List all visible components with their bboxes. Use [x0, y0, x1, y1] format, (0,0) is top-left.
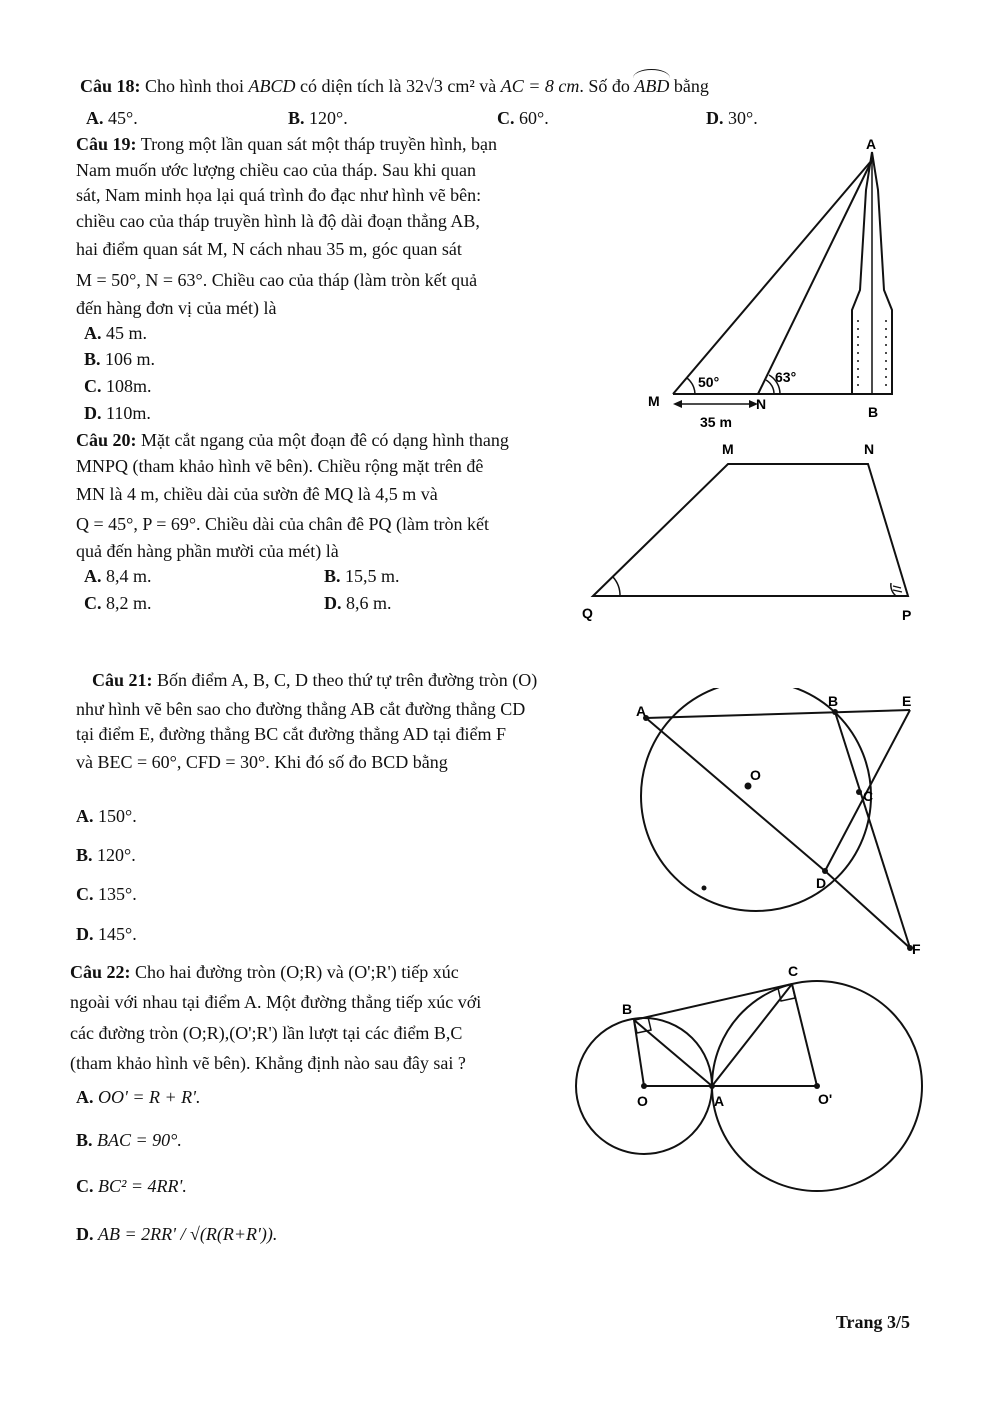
tangent-circles-figure — [574, 958, 934, 1218]
q18-option-b[interactable]: B. 120°. — [288, 108, 348, 128]
q20-line-5: quả đến hàng phần mười của mét) là — [76, 541, 339, 561]
trap-label-m: M — [722, 441, 734, 457]
tower-label-b: B — [868, 404, 879, 420]
trap-label-n: N — [864, 441, 875, 457]
trapezoid-mnpq — [593, 464, 908, 596]
circle-label-f: F — [912, 941, 921, 957]
q20-line-4: Q = 45°, P = 69°. Chiều dài của chân đê PQ (làm tròn kết — [76, 514, 489, 534]
q19-line-2: Nam muốn ước lượng chiều cao của tháp. Sau khi quan — [76, 160, 476, 180]
circle-label-o: O — [750, 767, 761, 783]
q19-option-d[interactable]: D. 110m. — [84, 403, 151, 423]
q22-option-d[interactable]: D. AB = 2RR' / √(R(R+R')). — [76, 1224, 278, 1244]
q21-option-a[interactable]: A. 150°. — [76, 806, 137, 826]
tower-label-a: A — [866, 136, 877, 152]
q19-line-5: hai điểm quan sát M, N cách nhau 35 m, góc quan sát — [76, 239, 462, 259]
q18-text3: và — [479, 76, 497, 96]
q18-option-d[interactable]: D. 30°. — [706, 108, 758, 128]
q21-line-2: như hình vẽ bên sao cho đường thẳng AB cắt đường thẳng CD — [76, 699, 526, 719]
circle-label-b: B — [828, 693, 839, 709]
circle-label-e: E — [902, 693, 912, 709]
q19-line-7: đến hàng đơn vị của mét) là — [76, 298, 277, 318]
q22-line-2: ngoài với nhau tại điểm A. Một đường thẳng tiếp xúc với — [70, 992, 482, 1012]
tangent-label-c: C — [788, 963, 799, 979]
q18-shape: ABCD — [248, 76, 296, 96]
q21-line-1: Câu 21: Bốn điểm A, B, C, D theo thứ tự trên đường tròn (O) — [92, 670, 538, 690]
q22-line-1: Câu 22: Cho hai đường tròn (O;R) và (O';R') tiếp xúc — [70, 962, 459, 982]
q18-text5: bằng — [673, 76, 709, 96]
q18-stem — [80, 76, 709, 98]
q19-option-a[interactable]: A. 45 m. — [84, 323, 148, 343]
tangent-label-o: O — [637, 1093, 648, 1109]
q20-option-d[interactable]: D. 8,6 m. — [324, 593, 392, 613]
trap-label-p: P — [902, 607, 912, 623]
q21-line-4: và BEC = 60°, CFD = 30°. Khi đó số đo BCD bằng — [76, 752, 448, 772]
tower-label-m: M — [648, 393, 660, 409]
q21-option-b[interactable]: B. 120°. — [76, 845, 136, 865]
q20-line-1: Câu 20: Mặt cắt ngang của một đoạn đê có dạng hình thang — [76, 430, 509, 450]
tower-distance: 35 m — [700, 414, 732, 430]
circle-label-d: D — [816, 875, 827, 891]
q18-area: 32√3 cm² — [406, 76, 475, 96]
tower-label-n: N — [756, 396, 767, 412]
trapezoid-figure — [578, 438, 923, 628]
q21-line-3: tại điểm E, đường thẳng BC cắt đường thẳng AD tại điểm F — [76, 724, 506, 744]
line-af — [646, 718, 825, 871]
sight-line-n — [758, 160, 872, 394]
q18-text1: Cho hình thoi — [145, 76, 245, 96]
circle-label-a: A — [636, 703, 647, 719]
q20-line-2: MNPQ (tham khảo hình vẽ bên). Chiều rộng mặt trên đê — [76, 456, 484, 476]
tower-angle-m: 50° — [698, 374, 720, 390]
q18-angle: ABD — [634, 76, 670, 96]
q22-option-b[interactable]: B. BAC = 90°. — [76, 1130, 182, 1150]
q18-text4: . Số đo — [579, 76, 630, 96]
sight-line-m — [673, 160, 872, 394]
line-ae — [646, 710, 910, 718]
q18-text2: có diện tích là — [300, 76, 402, 96]
q22-option-c[interactable]: C. BC² = 4RR'. — [76, 1176, 187, 1196]
circle-o — [641, 688, 874, 911]
tangent-label-b: B — [622, 1001, 633, 1017]
q21-option-d[interactable]: D. 145°. — [76, 924, 137, 944]
circle-label-c: C — [863, 788, 874, 804]
q19-line-4: chiều cao của tháp truyền hình là độ dài đoạn thẳng AB, — [76, 211, 480, 231]
q18-option-a[interactable]: A. 45°. — [86, 108, 138, 128]
q22-line-4: (tham khảo hình vẽ bên). Khẳng định nào sau đây sai ? — [70, 1053, 466, 1073]
tangent-label-a: A — [714, 1093, 725, 1109]
q19-option-b[interactable]: B. 106 m. — [84, 349, 156, 369]
q20-option-b[interactable]: B. 15,5 m. — [324, 566, 400, 586]
q21-option-c[interactable]: C. 135°. — [76, 884, 137, 904]
q19-line-1: Câu 19: Trong một lần quan sát một tháp truyền hình, bạn — [76, 134, 498, 154]
page-number: Trang 3/5 — [835, 1312, 910, 1332]
q22-line-3: các đường tròn (O;R),(O';R') lần lượt tại các điểm B,C — [70, 1023, 463, 1043]
trap-label-q: Q — [582, 605, 593, 621]
q19-option-c[interactable]: C. 108m. — [84, 376, 152, 396]
q18-option-c[interactable]: C. 60°. — [497, 108, 549, 128]
q22-option-a[interactable]: A. OO' = R + R'. — [76, 1087, 201, 1107]
q20-option-a[interactable]: A. 8,4 m. — [84, 566, 152, 586]
q18-ac: AC = 8 cm — [500, 76, 580, 96]
q20-line-3: MN là 4 m, chiều dài của sườn đê MQ là 4,5 m và — [76, 484, 438, 504]
q20-option-c[interactable]: C. 8,2 m. — [84, 593, 152, 613]
tower-angle-n: 63° — [775, 369, 797, 385]
q18-label: Câu 18: — [80, 76, 141, 96]
q19-line-6: M = 50°, N = 63°. Chiều cao của tháp (làm tròn kết quả — [76, 270, 478, 290]
tower-figure — [640, 130, 920, 430]
circle-figure — [630, 688, 930, 960]
tangent-label-o-prime: O' — [818, 1091, 833, 1107]
q19-line-3: sát, Nam minh họa lại quá trình đo đạc như hình vẽ bên: — [76, 185, 482, 205]
